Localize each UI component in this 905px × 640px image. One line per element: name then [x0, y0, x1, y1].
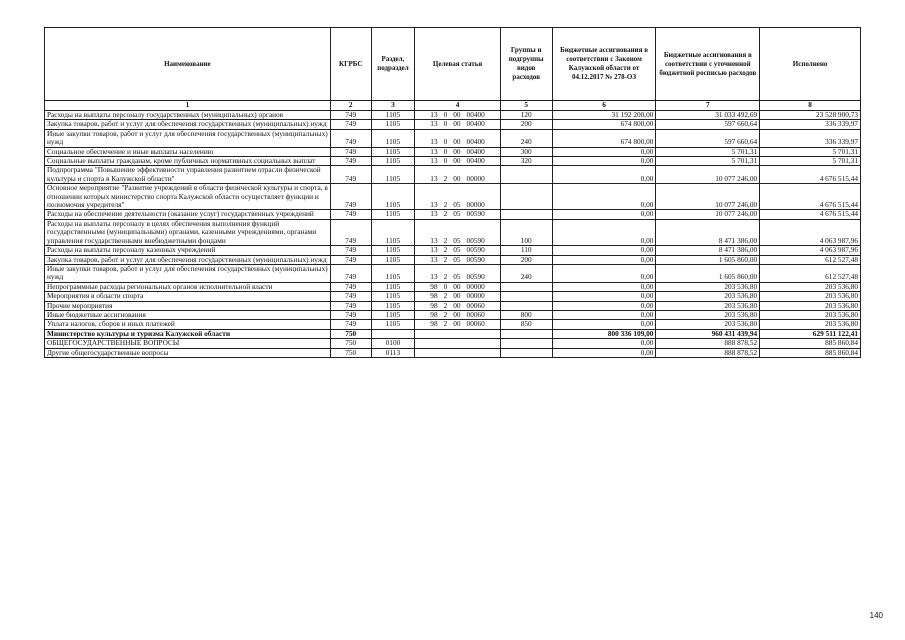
row-name: ОБЩЕГОСУДАРСТВЕННЫЕ ВОПРОСЫ [45, 339, 331, 348]
row-kgrbs: 749 [330, 264, 371, 282]
target-code-part: 00 [453, 282, 461, 291]
page-number: 140 [869, 611, 883, 620]
header-executed: Исполнено [760, 28, 861, 101]
row-executed: 4 063 987,96 [760, 246, 861, 255]
column-number: 7 [656, 101, 760, 111]
row-kgrbs: 749 [330, 301, 371, 310]
target-code-part: 2 [443, 209, 448, 219]
row-kgrbs: 750 [330, 348, 371, 357]
row-group [500, 184, 552, 210]
target-code-part: 00590 [466, 235, 485, 245]
target-code-part: 05 [453, 200, 461, 210]
target-code-part: 13 [430, 119, 438, 129]
row-budget-refined: 1 605 860,00 [656, 264, 760, 282]
row-group: 120 [500, 111, 552, 120]
row-name: Уплата налогов, сборов и иных платежей [45, 320, 331, 329]
row-group [500, 166, 552, 184]
row-kgrbs: 749 [330, 282, 371, 291]
row-group [500, 292, 552, 301]
target-code-part: 2 [443, 235, 448, 245]
row-target [415, 339, 500, 348]
row-budget-law: 0,00 [552, 166, 656, 184]
target-code-part: 0 [443, 119, 448, 129]
row-section: 1105 [371, 320, 415, 329]
row-budget-refined: 203 536,80 [656, 292, 760, 301]
target-code-part: 13 [430, 209, 438, 219]
row-kgrbs: 749 [330, 166, 371, 184]
row-target [415, 348, 500, 357]
row-target [415, 111, 500, 120]
row-target [415, 129, 500, 147]
target-code-part: 2 [443, 255, 448, 264]
table-row [45, 219, 861, 245]
row-budget-refined: 8 471 386,00 [656, 246, 760, 255]
row-budget-law: 0,00 [552, 157, 656, 166]
target-code-part: 05 [453, 209, 461, 219]
row-name: Закупка товаров, работ и услуг для обеспечения государственных (муниципальных) нужд [45, 120, 331, 129]
row-budget-law: 0,00 [552, 339, 656, 348]
row-budget-law: 0,00 [552, 301, 656, 310]
row-section: 1105 [371, 255, 415, 264]
row-group [500, 329, 552, 338]
row-budget-refined: 10 077 246,00 [656, 184, 760, 210]
target-code-part: 00 [453, 147, 461, 156]
row-name: Расходы на выплаты персоналу в целях обеспечения выполнения функций государственными (муниципальными) органами, казенными учреждениями, органами управления государственными внебюджетными фондами [45, 219, 331, 245]
row-name: Другие общегосударственные вопросы [45, 348, 331, 357]
table-body [45, 111, 861, 358]
table-row [45, 264, 861, 282]
target-code-part: 00590 [466, 255, 485, 264]
column-number: 5 [500, 101, 552, 111]
row-kgrbs: 749 [330, 320, 371, 329]
row-executed: 4 063 987,96 [760, 219, 861, 245]
row-name: Социальное обеспечение и иные выплаты населению [45, 147, 331, 156]
target-code-part: 13 [430, 156, 438, 166]
target-code-part: 2 [443, 173, 448, 183]
row-target [415, 292, 500, 301]
column-number-row [45, 101, 861, 111]
row-executed: 336 339,97 [760, 120, 861, 129]
table-row [45, 246, 861, 255]
target-code-part: 00000 [466, 173, 485, 183]
target-code-part: 00000 [466, 200, 485, 210]
table-row [45, 166, 861, 184]
row-section: 1105 [371, 210, 415, 219]
row-budget-law: 31 192 200,00 [552, 111, 656, 120]
row-budget-law: 800 336 109,00 [552, 329, 656, 338]
row-kgrbs: 749 [330, 246, 371, 255]
row-budget-refined: 10 077 246,00 [656, 210, 760, 219]
target-code-part: 05 [453, 245, 461, 255]
row-section: 1105 [371, 111, 415, 120]
row-budget-refined: 203 536,80 [656, 301, 760, 310]
target-code-part: 00060 [466, 319, 485, 329]
row-kgrbs: 749 [330, 219, 371, 245]
row-section: 0113 [371, 348, 415, 357]
target-code-part: 2 [443, 272, 448, 282]
row-group: 110 [500, 246, 552, 255]
row-section: 1105 [371, 282, 415, 291]
row-group: 240 [500, 264, 552, 282]
target-code-part: 00400 [466, 110, 485, 119]
row-name: Иные бюджетные ассигнования [45, 310, 331, 319]
target-code-part: 0 [443, 110, 448, 119]
target-code-part: 0 [443, 156, 448, 166]
target-code-part: 05 [453, 255, 461, 264]
column-number: 4 [415, 101, 500, 111]
header-section: Раздел, подраздел [371, 28, 415, 101]
target-code-part: 13 [430, 235, 438, 245]
row-budget-law: 0,00 [552, 184, 656, 210]
row-target [415, 120, 500, 129]
row-section: 1105 [371, 264, 415, 282]
header-kgrbs: КГРБС [330, 28, 371, 101]
row-budget-refined: 8 471 386,00 [656, 219, 760, 245]
row-kgrbs: 749 [330, 120, 371, 129]
row-name: Подпрограмма "Повышение эффективности управления развитием отрасли физической культуры и спорта в Калужской области" [45, 166, 331, 184]
target-code-part: 00 [453, 137, 461, 147]
target-code-part: 2 [443, 291, 448, 301]
header-budget-law: Бюджетные ассигнования в соответствии с Законом Калужской области от 04.12.2017 № 278-ОЗ [552, 28, 656, 101]
target-code-part: 00 [453, 173, 461, 183]
row-name: Расходы на обеспечение деятельности (оказание услуг) государственных учреждений [45, 210, 331, 219]
row-name: Непрограммные расходы региональных органов исполнительной власти [45, 282, 331, 291]
row-executed: 5 701,31 [760, 147, 861, 156]
row-kgrbs: 749 [330, 184, 371, 210]
row-target [415, 246, 500, 255]
row-target [415, 301, 500, 310]
row-group: 100 [500, 219, 552, 245]
row-name: Закупка товаров, работ и услуг для обеспечения государственных (муниципальных) нужд [45, 255, 331, 264]
target-code-part: 00590 [466, 209, 485, 219]
target-code-part: 00 [453, 310, 461, 319]
target-code-part: 00060 [466, 301, 485, 310]
target-code-part: 2 [443, 310, 448, 319]
target-code-part: 00 [453, 291, 461, 301]
row-name: Министерство культуры и туризма Калужской области [45, 329, 331, 338]
row-executed: 885 860,84 [760, 339, 861, 348]
row-target [415, 210, 500, 219]
row-executed: 336 339,97 [760, 129, 861, 147]
target-code-part: 00 [453, 119, 461, 129]
target-code-part: 00400 [466, 147, 485, 156]
row-budget-refined: 960 431 439,94 [656, 329, 760, 338]
row-target [415, 320, 500, 329]
target-code-part: 00400 [466, 137, 485, 147]
target-code-part: 98 [430, 310, 438, 319]
row-executed: 203 536,80 [760, 292, 861, 301]
column-number: 8 [760, 101, 861, 111]
target-code-part: 2 [443, 200, 448, 210]
target-code-part: 2 [443, 245, 448, 255]
table-row [45, 292, 861, 301]
row-executed: 612 527,48 [760, 264, 861, 282]
row-executed: 4 676 515,44 [760, 184, 861, 210]
target-code-part: 05 [453, 272, 461, 282]
row-group [500, 210, 552, 219]
row-budget-law: 0,00 [552, 147, 656, 156]
table-row [45, 184, 861, 210]
row-target [415, 329, 500, 338]
row-executed: 23 528 900,73 [760, 111, 861, 120]
target-code-part: 00400 [466, 119, 485, 129]
column-number: 6 [552, 101, 656, 111]
header-budget-refined: Бюджетные ассигнования в соответствии с уточненной бюджетной росписью расходов [656, 28, 760, 101]
table-row [45, 255, 861, 264]
target-code-part: 13 [430, 173, 438, 183]
header-target: Целевая статья [415, 28, 500, 101]
header-name: Наименование [45, 28, 331, 101]
target-code-part: 00000 [466, 282, 485, 291]
row-group [500, 282, 552, 291]
budget-table [44, 27, 861, 358]
target-code-part: 13 [430, 255, 438, 264]
target-code-part: 98 [430, 282, 438, 291]
table-row [45, 120, 861, 129]
row-kgrbs: 749 [330, 210, 371, 219]
row-budget-refined: 597 660,64 [656, 120, 760, 129]
row-executed: 629 511 122,41 [760, 329, 861, 338]
row-section: 1105 [371, 157, 415, 166]
table-row [45, 320, 861, 329]
row-budget-law: 674 800,00 [552, 129, 656, 147]
table-row [45, 348, 861, 357]
row-group [500, 348, 552, 357]
row-executed: 203 536,80 [760, 310, 861, 319]
row-budget-refined: 10 077 246,00 [656, 166, 760, 184]
target-code-part: 13 [430, 245, 438, 255]
table-row [45, 147, 861, 156]
header-row [45, 28, 861, 101]
row-section: 1105 [371, 301, 415, 310]
column-number: 3 [371, 101, 415, 111]
row-group: 850 [500, 320, 552, 329]
target-code-part: 13 [430, 110, 438, 119]
row-kgrbs: 750 [330, 329, 371, 338]
row-budget-law: 0,00 [552, 320, 656, 329]
row-section: 1105 [371, 292, 415, 301]
row-kgrbs: 749 [330, 292, 371, 301]
row-kgrbs: 749 [330, 157, 371, 166]
row-group: 800 [500, 310, 552, 319]
row-budget-refined: 888 878,52 [656, 348, 760, 357]
row-budget-refined: 203 536,80 [656, 282, 760, 291]
row-section: 1105 [371, 246, 415, 255]
row-section: 1105 [371, 219, 415, 245]
row-group [500, 339, 552, 348]
row-budget-refined: 1 605 860,00 [656, 255, 760, 264]
target-code-part: 00000 [466, 291, 485, 301]
row-name: Расходы на выплаты персоналу казенных учреждений [45, 246, 331, 255]
row-kgrbs: 749 [330, 111, 371, 120]
table-row [45, 129, 861, 147]
target-code-part: 13 [430, 137, 438, 147]
target-code-part: 0 [443, 137, 448, 147]
column-number: 1 [45, 101, 331, 111]
row-executed: 4 676 515,44 [760, 166, 861, 184]
target-code-part: 00 [453, 319, 461, 329]
target-code-part: 13 [430, 272, 438, 282]
row-budget-refined: 597 660,64 [656, 129, 760, 147]
row-budget-refined: 888 878,52 [656, 339, 760, 348]
target-code-part: 00590 [466, 245, 485, 255]
row-budget-refined: 203 536,80 [656, 320, 760, 329]
target-code-part: 00 [453, 301, 461, 310]
target-code-part: 13 [430, 200, 438, 210]
row-budget-law: 0,00 [552, 219, 656, 245]
row-budget-law: 0,00 [552, 246, 656, 255]
target-code-part: 13 [430, 147, 438, 156]
table-row [45, 310, 861, 319]
target-code-part: 2 [443, 319, 448, 329]
row-budget-law: 0,00 [552, 264, 656, 282]
row-name: Иные закупки товаров, работ и услуг для обеспечения государственных (муниципальных) нужд [45, 264, 331, 282]
row-group: 320 [500, 157, 552, 166]
row-executed: 5 701,31 [760, 157, 861, 166]
row-budget-refined: 5 701,31 [656, 157, 760, 166]
target-code-part: 2 [443, 301, 448, 310]
row-kgrbs: 749 [330, 129, 371, 147]
row-kgrbs: 749 [330, 255, 371, 264]
row-budget-refined: 31 033 492,69 [656, 111, 760, 120]
target-code-part: 0 [443, 282, 448, 291]
row-group: 240 [500, 129, 552, 147]
row-name: Мероприятия в области спорта [45, 292, 331, 301]
row-budget-law: 0,00 [552, 292, 656, 301]
row-budget-law: 0,00 [552, 348, 656, 357]
row-section: 1105 [371, 129, 415, 147]
row-kgrbs: 749 [330, 310, 371, 319]
row-target [415, 166, 500, 184]
target-code-part: 00400 [466, 156, 485, 166]
column-number: 2 [330, 101, 371, 111]
row-kgrbs: 749 [330, 147, 371, 156]
table-row [45, 157, 861, 166]
row-budget-law: 0,00 [552, 255, 656, 264]
target-code-part: 98 [430, 291, 438, 301]
row-executed: 885 860,84 [760, 348, 861, 357]
row-budget-law: 674 800,00 [552, 120, 656, 129]
table-row [45, 329, 861, 338]
table-row [45, 210, 861, 219]
row-group: 200 [500, 120, 552, 129]
row-section: 1105 [371, 184, 415, 210]
row-budget-refined: 5 701,31 [656, 147, 760, 156]
target-code-part: 00 [453, 156, 461, 166]
table-row [45, 339, 861, 348]
row-name: Расходы на выплаты персоналу государственных (муниципальных) органов [45, 111, 331, 120]
row-section: 0100 [371, 339, 415, 348]
target-code-part: 98 [430, 319, 438, 329]
row-target [415, 282, 500, 291]
target-code-part: 98 [430, 301, 438, 310]
row-target [415, 157, 500, 166]
table-row [45, 111, 861, 120]
row-target [415, 255, 500, 264]
row-section [371, 329, 415, 338]
row-budget-law: 0,00 [552, 210, 656, 219]
row-target [415, 264, 500, 282]
header-group: Группы и подгруппы видов расходов [500, 28, 552, 101]
row-name: Основное мероприятие "Развитие учреждений в области физической культуры и спорта, в отношении которых министерство спорта Калужской области осуществляет функции и полномочия учредителя" [45, 184, 331, 210]
row-budget-law: 0,00 [552, 282, 656, 291]
row-executed: 203 536,80 [760, 320, 861, 329]
row-executed: 4 676 515,44 [760, 210, 861, 219]
row-group: 300 [500, 147, 552, 156]
target-code-part: 05 [453, 235, 461, 245]
row-section: 1105 [371, 147, 415, 156]
row-executed: 203 536,80 [760, 301, 861, 310]
row-budget-refined: 203 536,80 [656, 310, 760, 319]
target-code-part: 00 [453, 110, 461, 119]
row-executed: 612 527,48 [760, 255, 861, 264]
row-group [500, 301, 552, 310]
target-code-part: 00590 [466, 272, 485, 282]
row-target [415, 147, 500, 156]
row-name: Иные закупки товаров, работ и услуг для обеспечения государственных (муниципальных) нужд [45, 129, 331, 147]
row-section: 1105 [371, 310, 415, 319]
target-code-part: 00060 [466, 310, 485, 319]
row-target [415, 310, 500, 319]
row-budget-law: 0,00 [552, 310, 656, 319]
row-section: 1105 [371, 166, 415, 184]
row-group: 200 [500, 255, 552, 264]
row-target [415, 184, 500, 210]
table-row [45, 282, 861, 291]
target-code-part: 0 [443, 147, 448, 156]
row-executed: 203 536,80 [760, 282, 861, 291]
table-row [45, 301, 861, 310]
row-section: 1105 [371, 120, 415, 129]
row-name: Прочие мероприятия [45, 301, 331, 310]
row-target [415, 219, 500, 245]
row-name: Социальные выплаты гражданам, кроме публичных нормативных социальных выплат [45, 157, 331, 166]
row-kgrbs: 750 [330, 339, 371, 348]
